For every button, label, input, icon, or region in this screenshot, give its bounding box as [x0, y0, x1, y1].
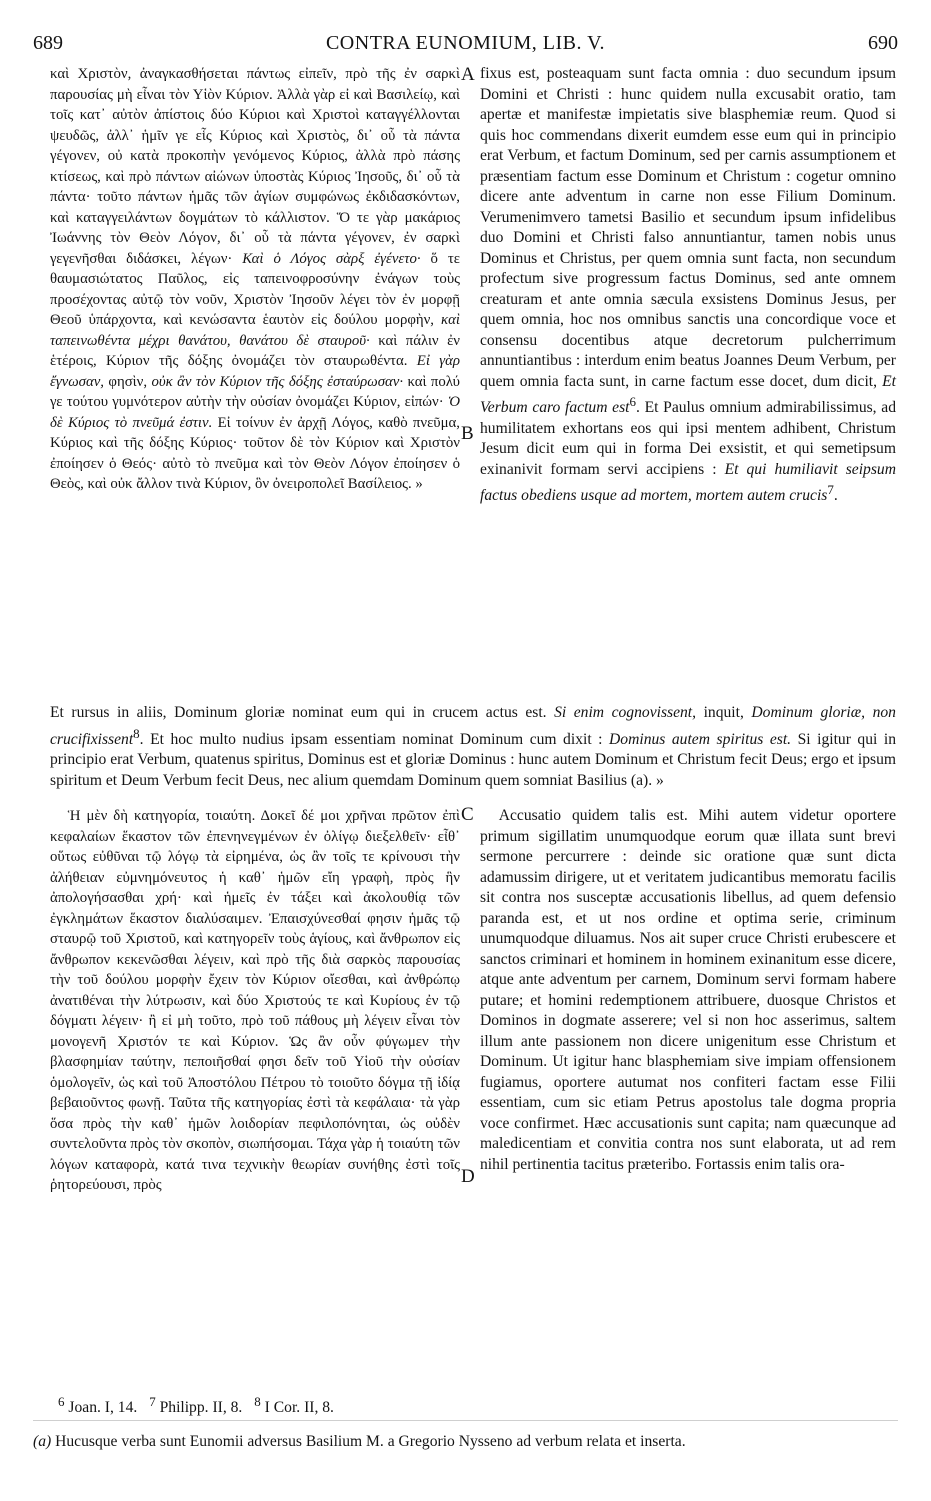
running-title: CONTRA EUNOMIUM, LIB. V.: [325, 32, 606, 54]
note-ref: 7: [827, 482, 834, 498]
latin-text: . Et hoc multo nudius ipsam essentiam nominat Dominum cum dixit :: [139, 730, 603, 748]
greek-text: ὅ τε θαυμασιώτατος Παῦλος, εἰς ταπεινοφροσύνην ἐνάγων τοὺς προσέχοντας αὐτῷ τὸν νοῦν, Χριστὸν Ἰησοῦν λέγει τὸν ἐν μορφῇ Θεοῦ ὑπάρχοντα, καὶ κενώσαντα ἑαυτὸν εἰς δούλου μορφὴν,: [50, 250, 460, 328]
latin-column-section-1: [480, 64, 896, 507]
greek-scripture-quote: Καὶ ὁ Λόγος σὰρξ ἐγένετο·: [242, 250, 421, 267]
latin-scripture-quote: Si enim cognovissent,: [554, 704, 697, 721]
greek-text: Εἰ τοίνυν ἐν ἀρχῇ Λόγος, καθὸ πνεῦμα, Κύριος καὶ τῆς δόξης Κύριος· τοῦτον δὲ τὸν Κύριον καὶ Χριστὸν ἐποίησεν ὁ Θεός· αὐτὸ τὸ πνεῦμα καὶ τὸν Θεὸν Λόγον ἐποίησεν ὁ Θεὸς, καὶ οὐκ ἄλλον τινὰ Κύριον, ὃν ὀνειροπολεῖ Βασίλειος. »: [50, 414, 461, 492]
latin-scripture-quote: Dominum gloriæ, non crucifixissent: [50, 704, 896, 748]
latin-scripture-quote: Dominus autem spiritus est.: [609, 730, 792, 748]
greek-column-section-2: [50, 806, 460, 1196]
greek-paragraph: Ἡ μὲν δὴ κατηγορία, τοιαύτη. Δοκεῖ δέ μοι χρῆναι πρῶτον ἐπὶ κεφαλαίων ἕκαστον τῶν ἐπενηνεγμένων ἐν ὀλίγῳ διεξελθεῖν· εἶθ᾽ οὕτως εὐθῦναι τῷ λόγῳ τὰ εἰρημένα, ὡς ἂν τοῖς τε κρίνουσι τὴν ἀλήθειαν εὐμνημόνευτος ἡ καθ᾽ ἡμῶν εἴη γραφὴ, πρὸς ἣν ἀπολογήσασθαι χρή· καὶ ἡμεῖς ἐν τάξει καὶ ἀκολουθίᾳ τῶν ἐγκλημάτων ἕκαστον διαλύσαιμεν. Ἐπαισχύνεσθαί φησιν ἡμᾶς τῷ σταυρῷ τοῦ Χριστοῦ, καὶ κατηγορεῖν τοὺς ἁγίους, καὶ ἄνθρωπον εἰς ἄνθρωπον κεκενῶσθαι λέγειν, καὶ πρὸ τῆς διὰ σαρκὸς παρουσίας τὴν τοῦ δούλου μορφὴν ἔχειν τὸν Κύριον οἴεσθαι, καὶ ἀνθρώπῳ ἀνατιθέναι τὴν λύτρωσιν, καὶ δύο Χριστούς τε καὶ Κυρίους ἐν τῷ δόγματι λέγειν· ἢ εἰ μὴ τοῦτο, πρὸ τοῦ πάθους μὴ λέγειν εἶναι τὸν μονογενῆ Χριστόν τε καὶ Κύριον. Ὡς ἂν οὖν φύγωμεν τὴν βλασφημίαν ταύτην, πεποιῆσθαί φησι δεῖν τοῦ Υἱοῦ τὴν οὐσίαν ὁμολογεῖν, ὡς καὶ τοῦ Ἀποστόλου Πέτρου τὸ τοιοῦτο δόγμα τῇ ἰδίᾳ βεβαιοῦντος φωνῇ. Ταῦτα τῆς κατηγορίας ἐστὶ τὰ κεφάλαια· τὰ γὰρ ὅσα πρὸς τὴν καθ᾽ ἡμῶν λοιδορίαν πεφιλοπόνηται, ὡς οὐδὲν συντελοῦντα πρὸς τὸν σκοπὸν, σιωπήσομαι. Τάχα γὰρ ἡ τοιαύτη τῶν λόγων καταφορὰ, κατά τινα τεχνικὴν θεωρίαν συνήθης ἐστὶ τοῖς ῥητορεύουσι, πρὸς: [50, 808, 460, 1193]
note-item: [58, 1394, 141, 1417]
left-page-number: 689: [33, 32, 63, 54]
scripture-notes: [58, 1392, 342, 1418]
footnote-label: (a): [33, 1433, 52, 1450]
greek-scripture-quote: καὶ ταπεινωθέντα μέχρι θανάτου, θανάτου δὲ σταυροῦ·: [50, 312, 460, 349]
footnote-divider: [33, 1420, 898, 1421]
latin-text: fixus est, posteaquam sunt facta omnia : duo secundum ipsum Domini et Christi : hunc quidem nulla excusabit oratio, tam apertæ et manifestæ impietatis sive blasphemiæ reum. Quod si quis hoc commendans dixerit eumdem esse eum qui in principio erat Verbum, et factum Dominum, sed per carnis assumptionem et præsentiam factum esse Dominum et Christum : cogetur omnino dicere ante adventum in carne non esse Filium Dominum. Verumenimvero tametsi Basilio et secundum ipsum infidelibus duo Domini et Christi falso annuntiantur, tamen nobis unus Dominus et Christus, per quem omnia sunt facta, non secundum profectum sive progressum factus Dominus, sed ante omnem creaturam et ante omnia sæcula exsistens Dominus Jesus, per quem omnia, hoc nos omnibus sanctis una concordique voce et consensu docentibus atque decretorum pulcherrimum annuntiantibus : interdum enim beatus Joannes Deum Verbum, per quem omnia facta sunt, in carne factum esse docet, dum dicit,: [480, 65, 896, 390]
greek-text: καὶ πάλιν ἐν ἑτέροις, Κύριον τῆς δόξης ὀνομάζει τὸν σταυρωθέντα.: [50, 332, 460, 369]
note-ref: 6: [629, 394, 637, 409]
footnote-text: Hucusque verba sunt Eunomii adversus Basilium M. a Gregorio Nysseno ad verbum relata et inserta.: [55, 1433, 686, 1450]
note-number: 8: [254, 1394, 261, 1409]
margin-marker-b: B: [461, 423, 474, 444]
greek-text: φησὶν,: [108, 373, 148, 390]
greek-text: καὶ Χριστὸν, ἀναγκασθήσεται πάντως εἰπεῖν, πρὸ τῆς ἐν σαρκὶ παρουσίας μὴ εἶναι τὸν Υἱὸν Κύριον. Ἀλλὰ γὰρ εἰ καὶ Βασιλείῳ, καὶ τοῖς κατ᾽ αὐτὸν ἀπίστοις δύο Κύριοι καὶ Χριστοὶ καταγγέλλονται ψευδῶς, ἀλλ᾽ ἡμῖν γε εἷς Κύριος καὶ Χριστὸς, δι᾽ οὗ τὰ πάντα γέγονεν, οὐ κατὰ προκοπὴν γενόμενος Κύριος, ἀλλὰ πρὸ πάσης κτίσεως, καὶ πρὸ πάντων αἰώνων ὑποστὰς Κύριος Ἰησοῦς, δι᾽ οὗ τὰ πάντα· τοῦτο πάντων ἡμᾶς τῶν ἁγίων συμφώνως ἐκδιδασκόντων, καὶ καταγγειλάντων δογμάτων τὸ κάλλιστον. Ὅ τε γὰρ μακάριος Ἰωάννης τὸν Θεὸν Λόγον, δι᾽ οὗ τὰ πάντα γέγονεν, ἐν σαρκὶ γεγενῆσθαι διδάσκει, λέγων·: [50, 66, 460, 267]
margin-marker-d: D: [461, 1166, 475, 1187]
latin-fullwidth-block: [50, 703, 896, 791]
right-page-number: 690: [868, 32, 898, 54]
greek-text: καὶ πολύ γε τούτου γυμνότερον αὐτὴν τὴν οὐσίαν ὀνομάζει Κύριον, εἰπών·: [50, 373, 461, 410]
latin-text: .: [833, 487, 838, 505]
greek-scripture-quote: Εἰ γὰρ ἔγνωσαν,: [50, 353, 460, 390]
note-ref: 8: [133, 725, 140, 741]
footnote: [33, 1432, 898, 1452]
greek-scripture-quote: Ὁ δὲ Κύριος τὸ πνεῦμά ἐστιν.: [50, 394, 461, 431]
greek-column-section-1: [50, 64, 460, 495]
latin-column-section-2: [480, 806, 896, 1175]
margin-marker-a: A: [461, 64, 475, 85]
latin-text: . Et Paulus omnium admirabilissimus, ad humilitatem exhortans eos qui ipsi mentem adhibent, Christum Jesum dicit eum qui in forma Dei exsistit, et qui semetipsum exinanivit formam servi accipiens :: [480, 399, 896, 478]
greek-paragraph: [50, 64, 460, 495]
note-number: 6: [58, 1394, 65, 1409]
latin-paragraph: [50, 703, 896, 791]
note-ref-text: Joan. I, 14.: [68, 1399, 138, 1417]
note-item: [149, 1394, 246, 1417]
latin-paragraph: Accusatio quidem talis est. Mihi autem videtur oportere primum sigillatim unumquodque eorum quæ illata sunt brevi sermone percurrere : deinde sic oratione quæ sunt dicta adamussim dirigere, ut et veritatem judicantibus memoratu facilis sit contra nos susceptæ accusationis libellus, ad quem defensio paranda est, et ut nos ordine et optima serie, criminum unumquodque diluamus. Nos ait super cruce Christi erubescere et sanctos criminari et hominem in hominem exinanitum esse dicere, atque ante adventum per carnem, Dominum servi formam habere putare; et homini redemptionem attribuere, duosque Christos et Dominos in dogmate asserere; vel si non hoc asserimus, saltem illum ante passionem non dicere unigenitum esse Christum et Dominum. Ut igitur hanc blasphemiam sive impiam offensionem fugiamus, oportere autumat nos confiteri factam esse Filii essentiam, cum sic etiam Petrus apostolus tale dogma propria voce confirmet. Hæc accusationis sunt capita; nam quæcunque ad maledicentiam et convitia contra nos sunt elaborata, ut ad rem nihil pertinentia tacitus præteribo. Fortassis enim talis ora-: [480, 807, 896, 1173]
greek-scripture-quote: οὐκ ἂν τὸν Κύριον τῆς δόξης ἐσταύρωσαν·: [151, 373, 404, 390]
margin-marker-c: C: [461, 804, 474, 825]
latin-text: Si igitur qui in principio erat Verbum, quatenus spiritus, Dominus est et gloriæ Dominus : hunc autem Dominum et Christum fecit Deus; ergo et ipsum spiritum et Deum Verbum fecit Deus, nec alium quemdam Dominum quem somniat Basilius (a). »: [50, 730, 897, 789]
note-ref-text: I Cor. II, 8.: [264, 1399, 334, 1417]
note-item: [254, 1394, 338, 1417]
latin-scripture-quote: Et Verbum caro factum est: [480, 372, 896, 417]
latin-text: Et rursus in aliis, Dominum gloriæ nominat eum qui in crucem actus est.: [50, 704, 547, 721]
latin-paragraph: [480, 64, 896, 507]
latin-scripture-quote: Et qui humiliavit seipsum factus obediens usque ad mortem, mortem autem crucis: [480, 460, 896, 505]
latin-text: inquit,: [703, 704, 744, 721]
note-number: 7: [149, 1394, 156, 1409]
note-ref-text: Philipp. II, 8.: [159, 1399, 243, 1417]
